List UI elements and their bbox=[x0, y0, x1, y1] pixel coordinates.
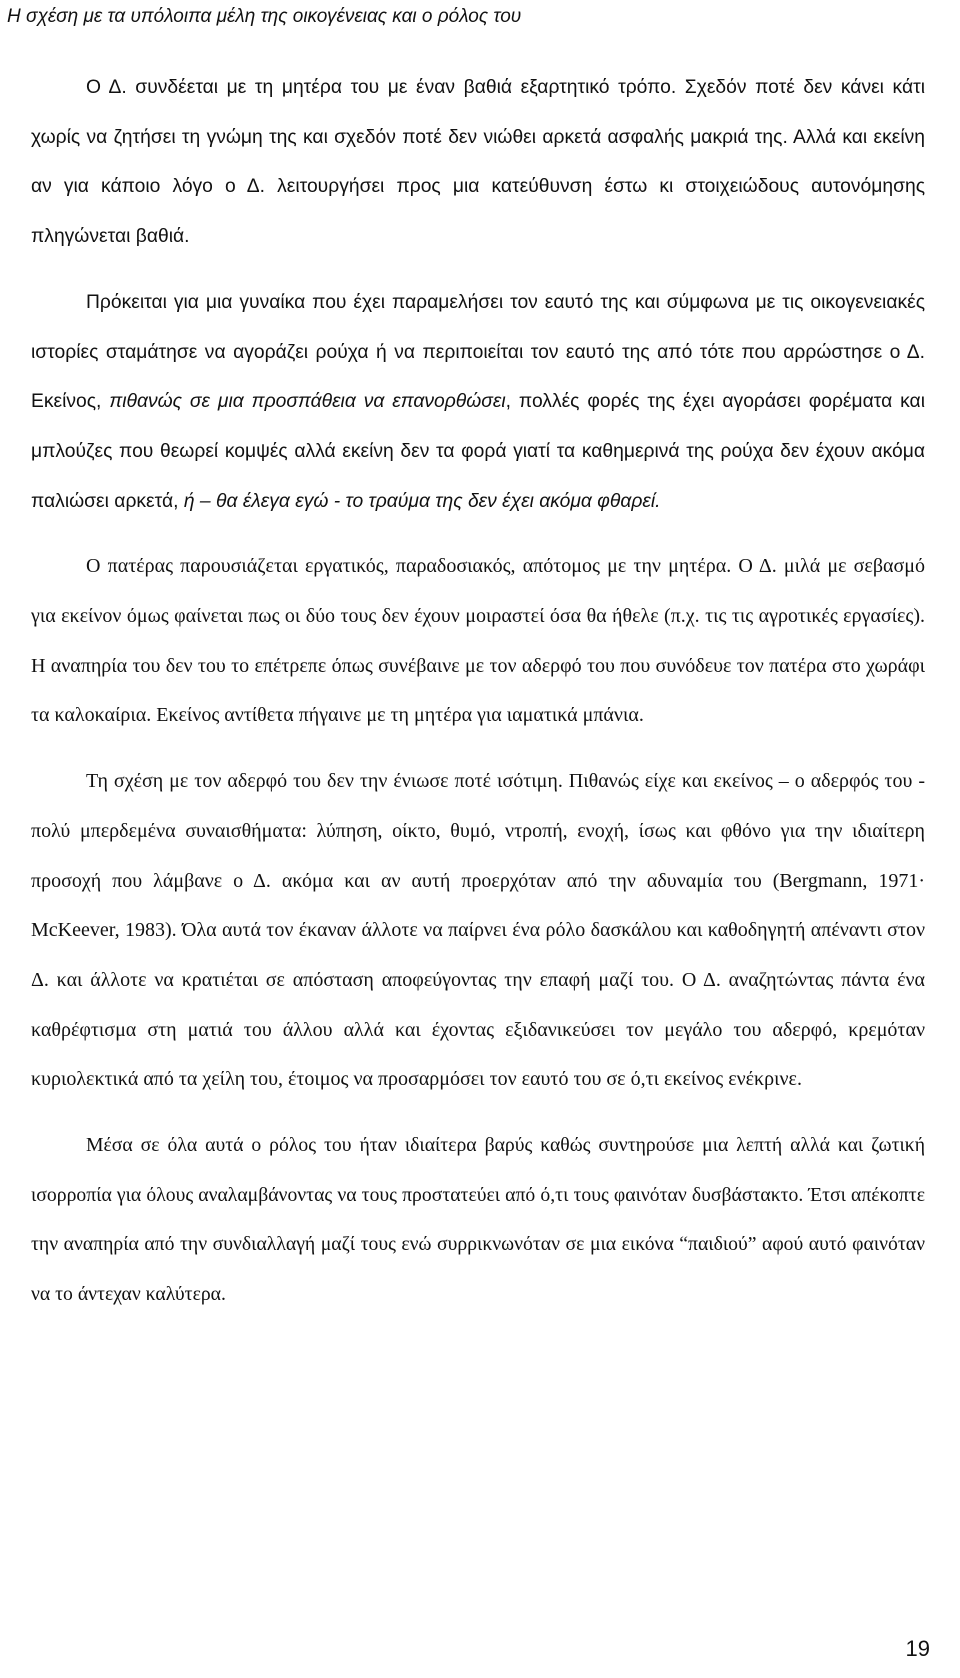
page-number: 19 bbox=[905, 1636, 930, 1661]
body-text bbox=[31, 63, 925, 1320]
paragraph-mother-description bbox=[31, 278, 925, 527]
paragraph-father-relationship: Ο πατέρας παρουσιάζεται εργατικός, παραδοσιακός, απότομος με την μητέρα. Ο Δ. μιλά με σεβασμό για εκείνον όμως φαίνεται πως οι δύο τους δεν έχουν μοιραστεί όσα θα ήθελε (π.χ. τις τις αγροτικές εργασίες). Η αναπηρία του δεν του το επέτρεπε όπως συνέβαινε με τον αδερφό του που συνόδευε τον πατέρα στο χωράφι τα καλοκαίρια. Εκείνος αντίθετα πήγαινε με τη μητέρα για ιαματικά μπάνια. bbox=[31, 555, 925, 727]
paragraph-text: , πολλές φορές της έχει αγοράσει φορέματα και μπλούζες που θεωρεί κομψές αλλά εκείνη δεν τα φορά γιατί τα καθημερινά της ρούχα δεν έχουν ακόμα παλιώσει αρκετά, bbox=[31, 391, 925, 512]
paragraph-text: Πρόκειται για μια γυναίκα που έχει παραμελήσει τον εαυτό της και σύμφωνα με τις οικογενειακές ιστορίες σταμάτησε να αγοράζει ρούχα ή να περιποιείται τον εαυτό της από τότε που αρρώστησε ο Δ. Εκείνος, bbox=[31, 291, 925, 413]
paragraph-brother-relationship: Τη σχέση με τον αδερφό του δεν την ένιωσε ποτέ ισότιμη. Πιθανώς είχε και εκείνος – ο αδερφός του - πολύ μπερδεμένα συναισθήματα: λύπηση, οίκτο, θυμό, ντροπή, ενοχή, ίσως και φθόνο για την ιδιαίτερη προσοχή που λάμβανε ο Δ. ακόμα και αν αυτή προερχόταν από την αδυναμία του (Bergmann, 1971· McKeever, 1983). Όλα αυτά τον έκαναν άλλοτε να παίρνει ένα ρόλο δασκάλου και καθοδηγητή απέναντι στον Δ. και άλλοτε να κρατιέται σε απόσταση αποφεύγοντας την επαφή μαζί του. Ο Δ. αναζητώντας πάντα ένα καθρέφτισμα στη ματιά του άλλου αλλά και έχοντας εξιδανικεύσει τον μεγάλο του αδερφό, κρεμόταν κυριολεκτικά από τα χείλη του, έτοιμος να προσαρμόσει τον εαυτό του σε ό,τι εκείνος ενέκρινε. bbox=[31, 770, 925, 1091]
italic-phrase: ή – θα έλεγα εγώ - το τραύμα της δεν έχει ακόμα φθαρεί. bbox=[183, 490, 661, 512]
section-title: Η σχέση με τα υπόλοιπα μέλη της οικογένειας και ο ρόλος του bbox=[7, 6, 522, 27]
paragraph-role: Μέσα σε όλα αυτά ο ρόλος του ήταν ιδιαίτερα βαρύς καθώς συντηρούσε μια λεπτή αλλά και ζωτική ισορροπία για όλους αναλαμβάνοντας να τους προστατεύει από ό,τι τους φαινόταν δυσβάστακτο. Έτσι απέκοπτε την αναπηρία από την συνδιαλλαγή μαζί τους ενώ συρρικνωνόταν σε μια εικόνα “παιδιού” αφού αυτό φαινόταν να το άντεχαν καλύτερα. bbox=[31, 1134, 925, 1306]
paragraph-mother-relationship: Ο Δ. συνδέεται με τη μητέρα του με έναν βαθιά εξαρτητικό τρόπο. Σχεδόν ποτέ δεν κάνει κάτι χωρίς να ζητήσει τη γνώμη της και σχεδόν ποτέ δεν νιώθει αρκετά ασφαλής μακριά της. Αλλά και εκείνη αν για κάποιο λόγο ο Δ. λειτουργήσει προς μια κατεύθυνση έστω κι στοιχειώδους αυτονόμησης πληγώνεται βαθιά. bbox=[31, 77, 925, 248]
italic-phrase: πιθανώς σε μια προσπάθεια να επανορθώσει bbox=[109, 391, 506, 413]
